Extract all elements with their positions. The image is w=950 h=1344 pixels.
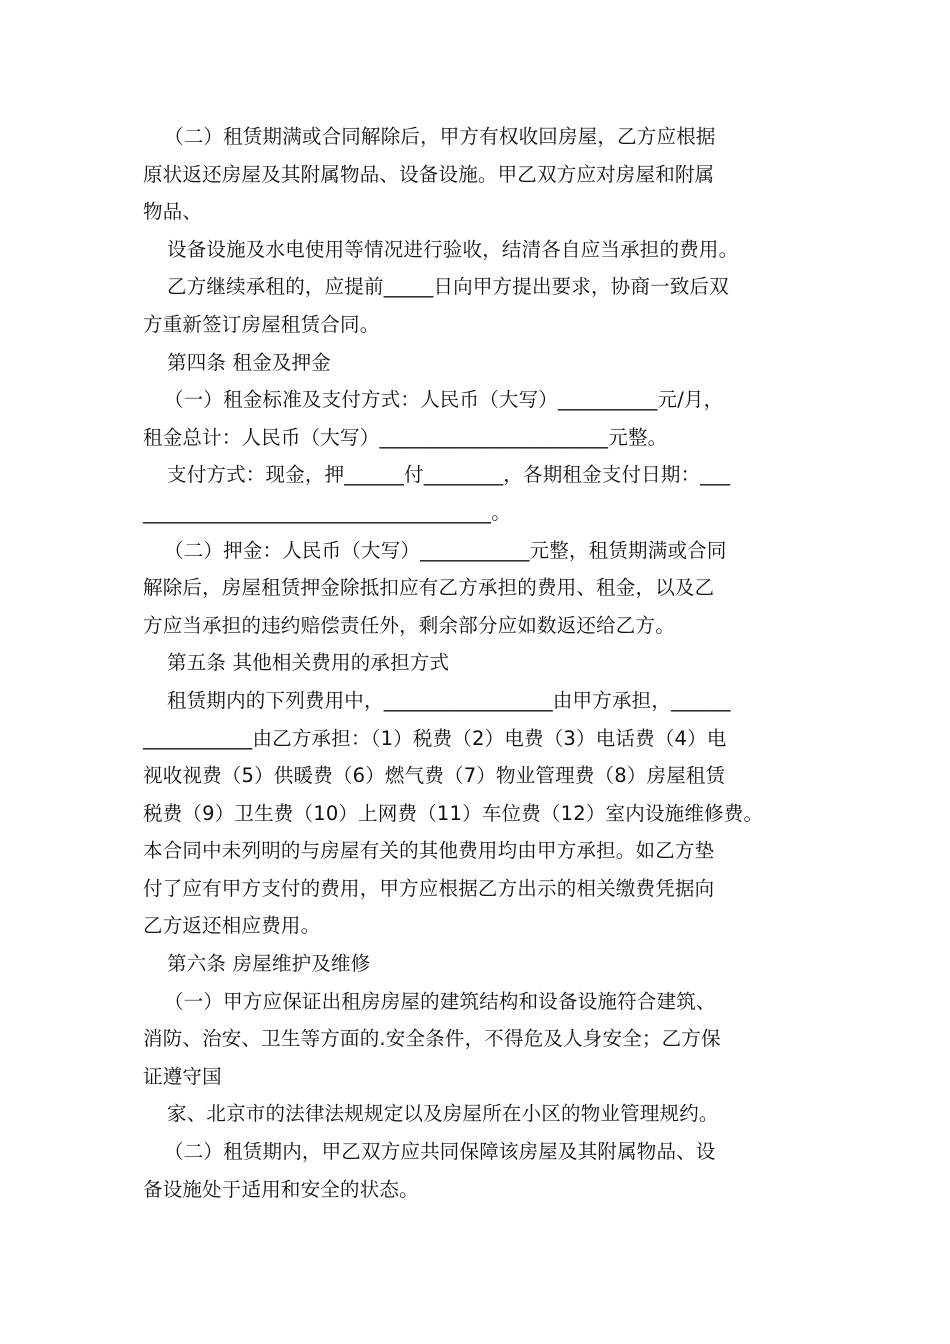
paragraph-line: （二）租赁期满或合同解除后，甲方有权收回房屋，乙方应根据 bbox=[164, 125, 716, 148]
contract-text-body bbox=[143, 118, 818, 1208]
section-heading-article-6: 第六条 房屋维护及维修 bbox=[167, 952, 371, 976]
paragraph-line: 乙方继续承租的，应提前_____日向甲方提出要求，协商一致后双 bbox=[167, 275, 729, 299]
paragraph-line: 乙方返还相应费用。 bbox=[143, 914, 321, 938]
paragraph-line: 方重新签订房屋租赁合同。 bbox=[143, 312, 380, 336]
paragraph-line: （一）租金标准及支付方式：人民币（大写）__________元/月， bbox=[164, 388, 724, 412]
paragraph-line: 物品、 bbox=[143, 200, 203, 224]
paragraph-line: 原状返还房屋及其附属物品、设备设施。甲乙双方应对房屋和附属 bbox=[143, 162, 715, 186]
paragraph-line: 家、北京市的法律法规规定以及房屋所在小区的物业管理规约。 bbox=[167, 1102, 719, 1126]
paragraph-line: （二）租赁期内，甲乙双方应共同保障该房屋及其附属物品、设 bbox=[164, 1140, 716, 1164]
section-heading-article-5: 第五条 其他相关费用的承担方式 bbox=[167, 651, 450, 675]
paragraph-line: （二）押金：人民币（大写）___________元整，租赁期满或合同 bbox=[164, 538, 727, 562]
paragraph-line: 备设施处于适用和安全的状态。 bbox=[143, 1177, 419, 1201]
paragraph-line: 解除后，房屋租赁押金除抵扣应有乙方承担的费用、租金，以及乙 bbox=[143, 576, 715, 600]
paragraph-line: 证遵守国 bbox=[143, 1064, 222, 1088]
paragraph-line: 支付方式：现金，押______付________，各期租金支付日期：___ bbox=[167, 463, 731, 487]
paragraph-line: 税费（9）卫生费（10）上网费（11）车位费（12）室内设施维修费。 bbox=[143, 801, 764, 825]
paragraph-line: 付了应有甲方支付的费用，甲方应根据乙方出示的相关缴费凭据向 bbox=[143, 876, 715, 900]
paragraph-line: 消防、治安、卫生等方面的.安全条件，不得危及人身安全；乙方保 bbox=[143, 1027, 721, 1051]
paragraph-line: 租金总计：人民币（大写）_______________________元整。 bbox=[143, 425, 668, 449]
paragraph-line: ___________由乙方承担：（1）税费（2）电费（3）电话费（4）电 bbox=[143, 726, 727, 750]
paragraph-line: 视收视费（5）供暖费（6）燃气费（7）物业管理费（8）房屋租赁 bbox=[143, 764, 726, 788]
paragraph-line: ___________________________________。 bbox=[143, 500, 511, 524]
paragraph-line: 本合同中未列明的与房屋有关的其他费用均由甲方承担。如乙方垫 bbox=[143, 839, 715, 863]
paragraph-line: 租赁期内的下列费用中，_________________由甲方承担，______ bbox=[167, 688, 731, 712]
paragraph-line: 设备设施及水电使用等情况进行验收，结清各自应当承担的费用。 bbox=[167, 237, 739, 261]
paragraph-line: （一）甲方应保证出租房房屋的建筑结构和设备设施符合建筑、 bbox=[164, 989, 716, 1013]
paragraph-line: 方应当承担的违约赔偿责任外，剩余部分应如数返还给乙方。 bbox=[143, 613, 675, 637]
section-heading-article-4: 第四条 租金及押金 bbox=[167, 350, 331, 374]
